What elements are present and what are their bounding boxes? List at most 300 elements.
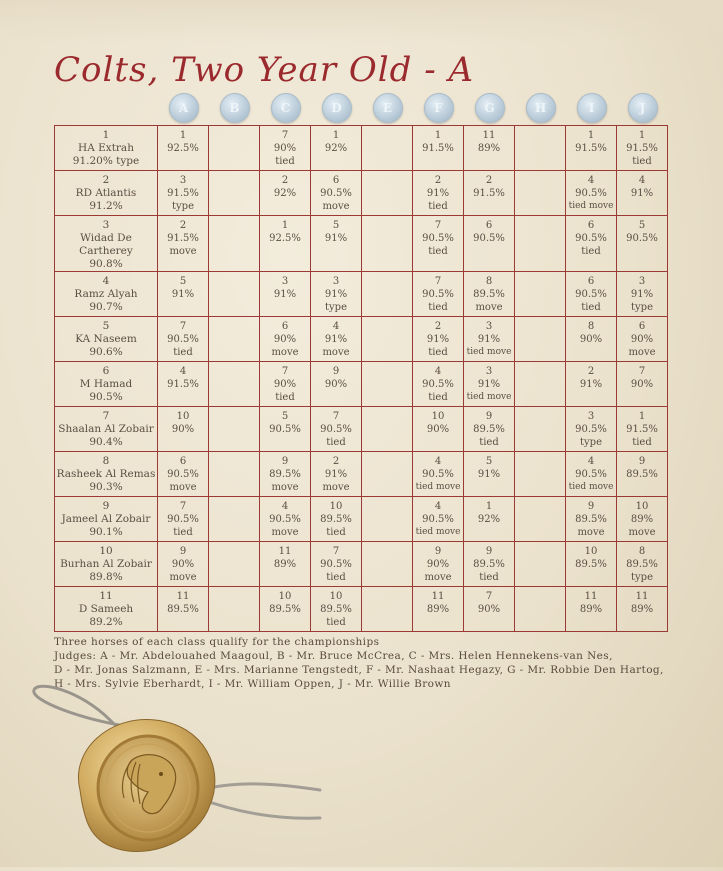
- score-cell-i: [566, 452, 617, 497]
- score: 90.5%: [167, 334, 199, 345]
- score-cell-f: [413, 362, 464, 407]
- score: 89.5%: [473, 424, 505, 435]
- score-cell-a: [158, 171, 209, 216]
- placing: 7: [179, 501, 187, 512]
- horse-line: Shaalan Al Zobair: [58, 423, 154, 435]
- score-cell-b: [209, 497, 260, 542]
- table-row: [55, 171, 668, 216]
- score: 89.5%: [269, 604, 301, 615]
- score-cell-c: [260, 542, 311, 587]
- score: 91.5%: [167, 188, 199, 199]
- horse-line: 90.5%: [89, 391, 123, 403]
- note: move: [322, 201, 350, 212]
- score-cell-h: [515, 317, 566, 362]
- placing: 3: [638, 276, 646, 287]
- score-cell-d: [311, 587, 362, 632]
- horse-line: 9: [102, 500, 110, 512]
- horse-line: 10: [99, 545, 113, 557]
- score: 91%: [426, 334, 450, 345]
- placing: 9: [485, 411, 493, 422]
- note: tied: [326, 527, 346, 538]
- score: 89.5%: [626, 559, 658, 570]
- score-cell-f: [413, 216, 464, 272]
- score-cell-f: [413, 542, 464, 587]
- table-row: [55, 407, 668, 452]
- score-cell-h: [515, 362, 566, 407]
- horse-line: Ramz Alyah: [74, 288, 138, 300]
- score-cell-g: [464, 362, 515, 407]
- placing: 9: [587, 501, 595, 512]
- score: 91.5%: [575, 143, 607, 154]
- score-cell-j: [617, 362, 668, 407]
- horse-line: Rasheek Al Remas: [56, 468, 156, 480]
- score: 91.5%: [626, 143, 658, 154]
- judge-button-d[interactable]: D: [322, 93, 352, 123]
- placing: 10: [635, 501, 649, 512]
- score-cell-d: [311, 216, 362, 272]
- note: type: [325, 302, 347, 313]
- score: 90.5%: [167, 514, 199, 525]
- score-cell-g: [464, 497, 515, 542]
- placing: 7: [485, 591, 493, 602]
- horse-line: D Sameeh: [78, 603, 134, 615]
- note: tied: [173, 527, 193, 538]
- score: 90.5%: [320, 188, 352, 199]
- placing: 7: [434, 220, 442, 231]
- horse-line: 91.2%: [89, 200, 123, 212]
- horse-line: 90.7%: [89, 301, 123, 313]
- score-cell-c: [260, 317, 311, 362]
- score: 90.5%: [167, 469, 199, 480]
- score: 89%: [630, 514, 654, 525]
- horse-line: Jameel Al Zobair: [61, 513, 151, 525]
- score-cell-h: [515, 272, 566, 317]
- judge-button-h[interactable]: H: [526, 93, 556, 123]
- score-cell-c: [260, 126, 311, 171]
- score: 89.5%: [320, 514, 352, 525]
- score: 89%: [426, 604, 450, 615]
- score: 92%: [273, 188, 297, 199]
- score: 89%: [579, 604, 603, 615]
- score-cell-g: [464, 542, 515, 587]
- placing: 11: [431, 591, 445, 602]
- score: 92.5%: [269, 233, 301, 244]
- score-cell-f: [413, 171, 464, 216]
- placing: 7: [281, 366, 289, 377]
- score-cell-f: [413, 272, 464, 317]
- score: 89%: [630, 604, 654, 615]
- judge-button-g[interactable]: G: [475, 93, 505, 123]
- horse-line: 90.8%: [89, 258, 123, 270]
- score: 90%: [630, 334, 654, 345]
- table-row: [55, 216, 668, 272]
- placing: 1: [638, 411, 646, 422]
- note: tied: [428, 302, 448, 313]
- score-cell-a: [158, 216, 209, 272]
- judge-button-j[interactable]: J: [628, 93, 658, 123]
- score-cell-a: [158, 452, 209, 497]
- placing: 6: [485, 220, 493, 231]
- score-cell-a: [158, 126, 209, 171]
- placing: 5: [281, 411, 289, 422]
- score: 90.5%: [575, 469, 607, 480]
- score-cell-a: [158, 362, 209, 407]
- placing: 7: [179, 321, 187, 332]
- score-cell-g: [464, 171, 515, 216]
- score-cell-c: [260, 497, 311, 542]
- note: move: [475, 302, 503, 313]
- placing: 2: [587, 366, 595, 377]
- note: tied move: [568, 482, 614, 492]
- placing: 4: [434, 501, 442, 512]
- score-cell-b: [209, 126, 260, 171]
- results-table: [54, 125, 668, 632]
- qualify-note: Three horses of each class qualify for the championships: [54, 636, 380, 648]
- placing: 3: [587, 411, 595, 422]
- horse-cell: [55, 317, 158, 362]
- score: 90%: [171, 424, 195, 435]
- note: tied: [326, 437, 346, 448]
- note: move: [169, 246, 197, 257]
- horse-line: 90.1%: [89, 526, 123, 538]
- horse-cell: [55, 171, 158, 216]
- horse-line: 4: [102, 275, 110, 287]
- placing: 9: [332, 366, 340, 377]
- score: 90.5%: [269, 514, 301, 525]
- placing: 6: [587, 276, 595, 287]
- note: tied: [428, 201, 448, 212]
- horse-cell: [55, 452, 158, 497]
- score-cell-j: [617, 317, 668, 362]
- table-row: [55, 542, 668, 587]
- placing: 9: [638, 456, 646, 467]
- note: tied: [275, 156, 295, 167]
- score: 91%: [324, 334, 348, 345]
- score-cell-c: [260, 452, 311, 497]
- horse-line: M Hamad: [79, 378, 133, 390]
- placing: 10: [584, 546, 598, 557]
- note: tied: [326, 572, 346, 583]
- placing: 2: [434, 175, 442, 186]
- score-cell-g: [464, 587, 515, 632]
- score-cell-c: [260, 171, 311, 216]
- score-cell-e: [362, 407, 413, 452]
- score-cell-f: [413, 452, 464, 497]
- score-cell-a: [158, 317, 209, 362]
- horse-cell: [55, 216, 158, 272]
- score: 91%: [630, 289, 654, 300]
- judge-button-i[interactable]: I: [577, 93, 607, 123]
- score-cell-e: [362, 497, 413, 542]
- score: 91%: [477, 469, 501, 480]
- score-cell-d: [311, 171, 362, 216]
- score-cell-a: [158, 542, 209, 587]
- score-cell-e: [362, 126, 413, 171]
- score-cell-j: [617, 497, 668, 542]
- score: 90.5%: [422, 514, 454, 525]
- horse-line: 5: [102, 320, 110, 332]
- horse-line: 1: [102, 129, 110, 141]
- judge-button-e[interactable]: E: [373, 93, 403, 123]
- score-cell-b: [209, 407, 260, 452]
- score-cell-h: [515, 126, 566, 171]
- horse-line: HA Extrah: [78, 142, 134, 154]
- score: 90.5%: [269, 424, 301, 435]
- horse-line: 90.4%: [89, 436, 123, 448]
- score-cell-b: [209, 171, 260, 216]
- score: 89.5%: [575, 559, 607, 570]
- horse-cell: [55, 407, 158, 452]
- score-cell-i: [566, 362, 617, 407]
- score: 90.5%: [320, 424, 352, 435]
- score: 89.5%: [626, 469, 658, 480]
- score-cell-g: [464, 407, 515, 452]
- note: type: [631, 302, 653, 313]
- score-cell-f: [413, 497, 464, 542]
- horse-cell: [55, 497, 158, 542]
- score-cell-g: [464, 216, 515, 272]
- score: 89.5%: [473, 289, 505, 300]
- note: tied move: [466, 347, 512, 357]
- placing: 6: [638, 321, 646, 332]
- placing: 9: [281, 456, 289, 467]
- score: 91%: [273, 289, 297, 300]
- score-cell-i: [566, 587, 617, 632]
- placing: 9: [434, 546, 442, 557]
- score: 91.5%: [167, 379, 199, 390]
- placing: 1: [281, 220, 289, 231]
- placing: 5: [485, 456, 493, 467]
- note: tied: [479, 437, 499, 448]
- score-cell-g: [464, 272, 515, 317]
- score: 91%: [324, 233, 348, 244]
- score-cell-f: [413, 407, 464, 452]
- score: 90.5%: [575, 424, 607, 435]
- score: 90%: [171, 559, 195, 570]
- table-row: [55, 272, 668, 317]
- note: tied: [428, 392, 448, 403]
- score-cell-h: [515, 216, 566, 272]
- note: tied move: [415, 482, 461, 492]
- horse-line: 89.8%: [89, 571, 123, 583]
- note: type: [580, 437, 602, 448]
- score-cell-h: [515, 542, 566, 587]
- placing: 9: [179, 546, 187, 557]
- score: 91%: [324, 289, 348, 300]
- placing: 10: [329, 501, 343, 512]
- score-cell-g: [464, 126, 515, 171]
- score: 90.5%: [422, 379, 454, 390]
- score-cell-g: [464, 452, 515, 497]
- placing: 6: [332, 175, 340, 186]
- score-cell-e: [362, 171, 413, 216]
- score-cell-b: [209, 272, 260, 317]
- score: 90%: [273, 143, 297, 154]
- table-row: [55, 126, 668, 171]
- judge-buttons-row: [0, 93, 723, 123]
- placing: 8: [587, 321, 595, 332]
- note: move: [322, 347, 350, 358]
- score: 91%: [426, 188, 450, 199]
- judge-button-c[interactable]: C: [271, 93, 301, 123]
- judge-button-b[interactable]: B: [220, 93, 250, 123]
- score-cell-f: [413, 587, 464, 632]
- score: 90.5%: [422, 469, 454, 480]
- score-cell-i: [566, 272, 617, 317]
- score: 90%: [477, 604, 501, 615]
- score-cell-b: [209, 452, 260, 497]
- score-cell-j: [617, 216, 668, 272]
- judge-button-a[interactable]: A: [169, 93, 199, 123]
- score-cell-i: [566, 317, 617, 362]
- score-cell-i: [566, 216, 617, 272]
- score: 90.5%: [422, 233, 454, 244]
- placing: 5: [332, 220, 340, 231]
- score: 89.5%: [575, 514, 607, 525]
- placing: 11: [635, 591, 649, 602]
- table-row: [55, 497, 668, 542]
- judges-line-1: Judges: A - Mr. Abdelouahed Maagoul, B - Mr. Bruce McCrea, C - Mrs. Helen Hennekens-van Nes,: [54, 650, 613, 662]
- score-cell-j: [617, 171, 668, 216]
- score: 89%: [273, 559, 297, 570]
- note: move: [271, 527, 299, 538]
- note: move: [322, 482, 350, 493]
- score: 91%: [477, 379, 501, 390]
- note: move: [169, 482, 197, 493]
- placing: 2: [485, 175, 493, 186]
- score-cell-a: [158, 497, 209, 542]
- note: tied: [632, 156, 652, 167]
- placing: 10: [329, 591, 343, 602]
- score: 90%: [426, 559, 450, 570]
- score: 89%: [477, 143, 501, 154]
- note: tied: [479, 572, 499, 583]
- table-row: [55, 317, 668, 362]
- horse-line: 2: [102, 174, 110, 186]
- score: 92.5%: [167, 143, 199, 154]
- note: move: [271, 482, 299, 493]
- placing: 7: [638, 366, 646, 377]
- placing: 9: [485, 546, 493, 557]
- score-cell-i: [566, 497, 617, 542]
- score-cell-e: [362, 452, 413, 497]
- placing: 1: [332, 130, 340, 141]
- placing: 4: [332, 321, 340, 332]
- score-cell-e: [362, 216, 413, 272]
- judges-line-2: D - Mr. Jonas Salzmann, E - Mrs. Marianne Tengstedt, F - Mr. Nashaat Hegazy, G - Mr. Robbie Den Hartog,: [54, 664, 664, 676]
- placing: 2: [281, 175, 289, 186]
- score-cell-c: [260, 362, 311, 407]
- score-cell-c: [260, 407, 311, 452]
- placing: 6: [179, 456, 187, 467]
- score-cell-e: [362, 587, 413, 632]
- horse-cell: [55, 272, 158, 317]
- score-cell-g: [464, 317, 515, 362]
- note: tied: [581, 246, 601, 257]
- score-cell-h: [515, 452, 566, 497]
- score: 90%: [630, 379, 654, 390]
- table-row: [55, 587, 668, 632]
- score: 90.5%: [575, 289, 607, 300]
- horse-line: Widad De: [80, 232, 132, 244]
- score-cell-e: [362, 272, 413, 317]
- placing: 10: [176, 411, 190, 422]
- score-cell-c: [260, 272, 311, 317]
- horse-line: Cartherey: [79, 245, 133, 257]
- score-cell-b: [209, 587, 260, 632]
- score: 90.5%: [626, 233, 658, 244]
- placing: 4: [638, 175, 646, 186]
- score-cell-b: [209, 317, 260, 362]
- judge-button-f[interactable]: F: [424, 93, 454, 123]
- horse-line: 89.2%: [89, 616, 123, 628]
- horse-line: Burhan Al Zobair: [60, 558, 152, 570]
- score: 90.5%: [575, 233, 607, 244]
- placing: 3: [485, 321, 493, 332]
- score-cell-d: [311, 542, 362, 587]
- placing: 3: [179, 175, 187, 186]
- score-cell-j: [617, 126, 668, 171]
- score: 89.5%: [269, 469, 301, 480]
- placing: 2: [434, 321, 442, 332]
- horse-cell: [55, 362, 158, 407]
- score-cell-h: [515, 497, 566, 542]
- horse-line: 3: [102, 219, 110, 231]
- score: 92%: [477, 514, 501, 525]
- placing: 3: [281, 276, 289, 287]
- score: 90%: [324, 379, 348, 390]
- note: tied move: [415, 527, 461, 537]
- placing: 1: [485, 501, 493, 512]
- placing: 6: [587, 220, 595, 231]
- placing: 11: [584, 591, 598, 602]
- placing: 2: [332, 456, 340, 467]
- placing: 7: [332, 546, 340, 557]
- horse-line: RD Atlantis: [75, 187, 137, 199]
- score-cell-d: [311, 452, 362, 497]
- score-cell-d: [311, 272, 362, 317]
- table-row: [55, 362, 668, 407]
- horse-line: 11: [99, 590, 113, 602]
- note: type: [172, 201, 194, 212]
- score-cell-i: [566, 171, 617, 216]
- table-row: [55, 452, 668, 497]
- score: 89.5%: [167, 604, 199, 615]
- placing: 11: [482, 130, 496, 141]
- score-cell-f: [413, 317, 464, 362]
- score: 91%: [630, 188, 654, 199]
- score-cell-e: [362, 317, 413, 362]
- score: 92%: [324, 143, 348, 154]
- placing: 7: [332, 411, 340, 422]
- score: 91.5%: [626, 424, 658, 435]
- horse-line: 8: [102, 455, 110, 467]
- placing: 11: [278, 546, 292, 557]
- placing: 4: [434, 366, 442, 377]
- note: type: [631, 572, 653, 583]
- horse-cell: [55, 587, 158, 632]
- score: 91%: [171, 289, 195, 300]
- score-cell-j: [617, 452, 668, 497]
- placing: 4: [587, 175, 595, 186]
- placing: 8: [485, 276, 493, 287]
- score: 91%: [324, 469, 348, 480]
- score: 89.5%: [320, 604, 352, 615]
- placing: 11: [176, 591, 190, 602]
- horse-cell: [55, 542, 158, 587]
- note: tied: [581, 302, 601, 313]
- note: tied: [428, 347, 448, 358]
